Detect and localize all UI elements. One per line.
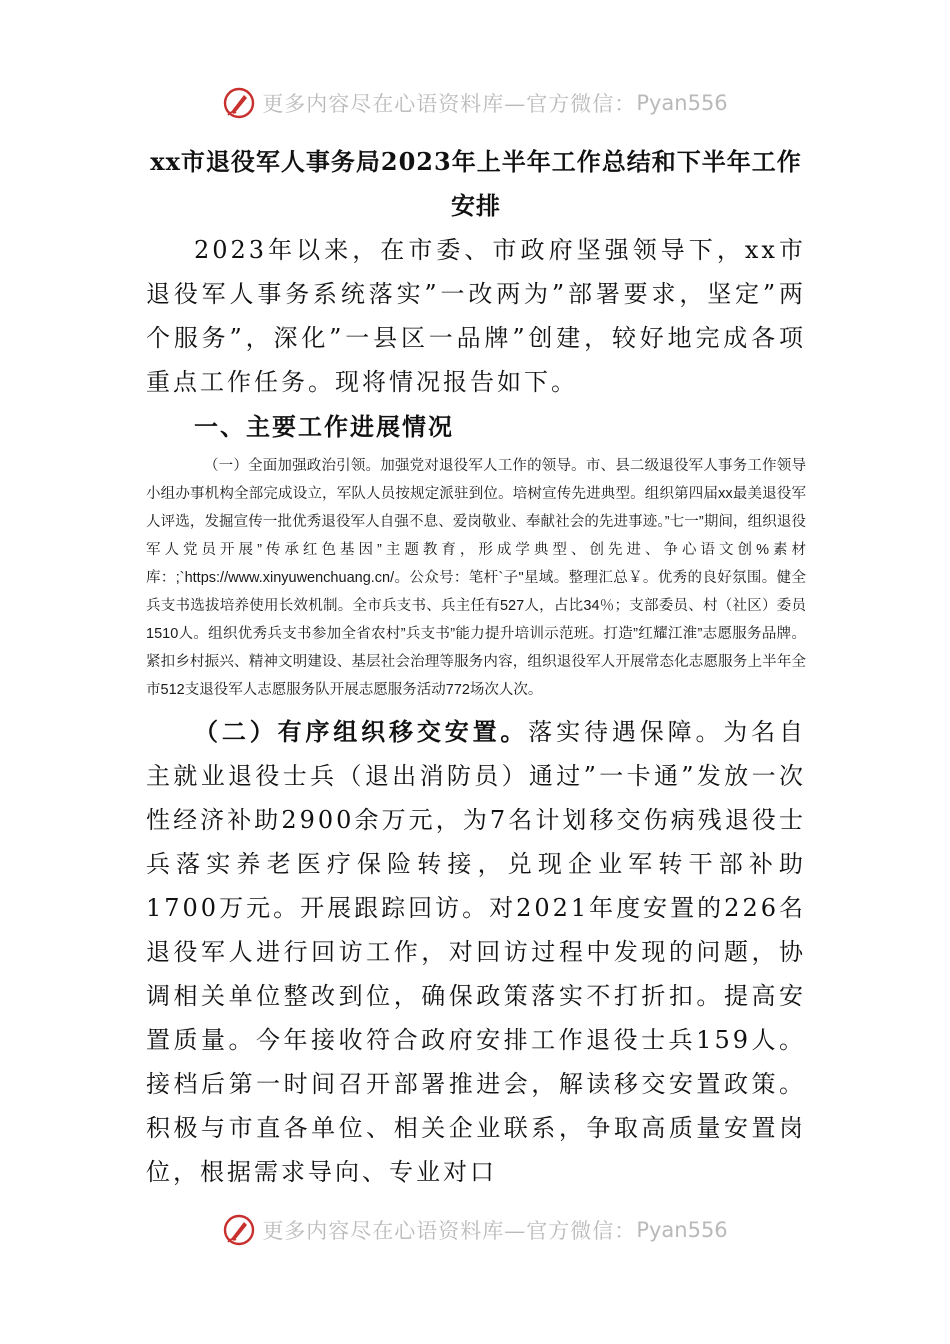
section-heading-1: 一、主要工作进展情况 xyxy=(194,412,454,441)
watermark-text: 更多内容尽在心语资料库—官方微信： xyxy=(262,1219,637,1243)
paragraph-body-text: 落实待遇保障。为名自主就业退役士兵（退出消防员）通过”一卡通”发放一次性经济补助2900余万元，为7名计划移交伤病残退役士兵落实养老医疗保险转接，兑现企业军转干部补助1700万元。开展跟踪回访。对2021年度安置的226名退役军人进行回访工作，对回访过程中发现的问题，协调相关单位整改到位，确保政策落实不打折扣。提高安置质量。今年接收符合政府安排工作退役士兵159人。接档后第一时间召开部署推进会，解读移交安置政策。积极与市直各单位、相关企业联系，争取高质量安置岗位，根据需求导向、专业对口 xyxy=(146,718,807,1186)
intro-paragraph: 2023年以来，在市委、市政府坚强领导下，xx市退役军人事务系统落实”一改两为”部署要求，坚定”两个服务”，深化”一县区一品牌”创建，较好地完成各项重点工作任务。现将情况报告如下。 xyxy=(146,236,806,396)
watermark-top xyxy=(0,86,950,120)
watermark-wechat-id: Pyan556 xyxy=(636,1218,728,1242)
document-title: xx市退役军人事务局2023年上半年工作总结和下半年工作安排 xyxy=(150,147,802,220)
watermark-text: 更多内容尽在心语资料库—官方微信： xyxy=(262,92,637,116)
paragraph-transfer-placement xyxy=(146,710,806,1194)
red-pen-circle-icon xyxy=(222,86,256,120)
red-pen-circle-icon xyxy=(222,1213,256,1247)
paragraph-political-guidance: （一）全面加强政治引领。加强党对退役军人工作的领导。市、县二级退役军人事务工作领导小组办事机构全部完成设立，军队人员按规定派驻到位。培树宣传先进典型。组织第四届xx最美退役军人评选，发掘宣传一批优秀退役军人自强不息、爱岗敬业、奉献社会的先进事迹。”七一”期间，组织退役军人党员开展”传承红色基因”主题教育，形成学典型、创先进、争心语文创%素材库：;`https://www.xinyuwenchuang.cn/。公众号：笔杆`子"星域。整理汇总￥。优秀的良好氛围。健全兵支书选拔培养使用长效机制。全市兵支书、兵主任有527人，占比34％；支部委员、村（社区）委员1510人。组织优秀兵支书参加全省农村”兵支书”能力提升培训示范班。打造”红耀江淮”志愿服务品牌。紧扣乡村振兴、精神文明建设、基层社会治理等服务内容，组织退役军人开展常态化志愿服务上半年全市512支退役军人志愿服务队开展志愿服务活动772场次人次。 xyxy=(146,458,806,698)
watermark-wechat-id: Pyan556 xyxy=(636,91,728,115)
paragraph-lead-heading: （二）有序组织移交安置。 xyxy=(194,717,529,746)
document-body xyxy=(146,140,806,1194)
watermark-bottom xyxy=(0,1213,950,1247)
